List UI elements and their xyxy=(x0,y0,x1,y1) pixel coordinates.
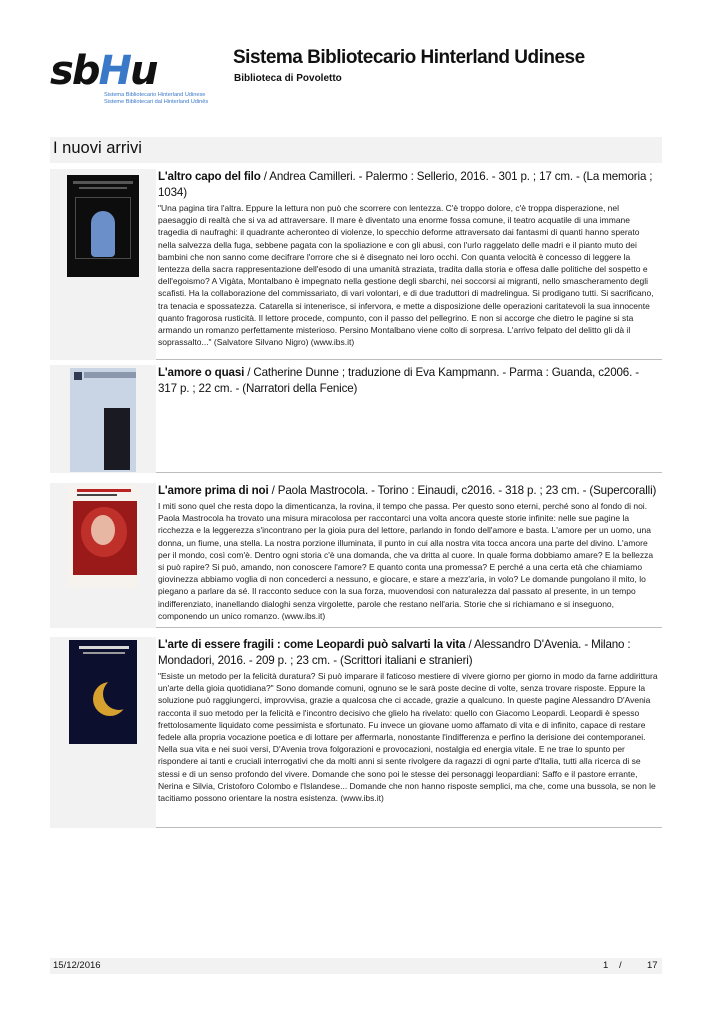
logo-caption xyxy=(104,92,208,106)
record-text xyxy=(158,483,658,622)
record-description: I miti sono quel che resta dopo la dimenticanza, la rovina, il tempo che passa. Per questo sono eterni, perché sono al fondo di noi. Paola Mastrocola ha trovato una misura miracolosa per raccontarci una volta ancora queste storie infinite: nelle sue pagine la ricchezza e la leggerezza s'incontrano per la gioia pura del lettore, parlando in fondo dell'amore e basta. L'amore per un uomo, una donna, un fiume, una stella. La nostra porzione illuminata, il punto in cui alla nostra vita tocca ancora una parte del divino. L'amore per il mondo, così com'è. Dentro ogni storia c'è una domanda, che va dritta al cuore. In quale forma dobbiamo amare? E la bellezza si può rapire? Si può, amando, non conoscere l'amore? E quanto conta una promessa? E perché a una certa età che chiamiamo giovinezza abbiamo voglia di non concederci a nessuno, e giocare, e stare a mezz'aria, in volo? Le domande pungolano il mito, lo piegano a parlare da sé. Il racconto seduce con la sua forza, muovendosi con naturalezza dal passato al presente, in un tempo indifferenziato, inanellando dialoghi senza virgolette, parole che restano nell'aria. Storie che si richiamano e si inseguono, componendo un unico romanzo. (www.ibs.it) xyxy=(158,501,654,621)
page-title: Sistema Bibliotecario Hinterland Udinese xyxy=(233,47,585,68)
record-heading xyxy=(158,169,658,201)
record-title[interactable]: L'amore o quasi xyxy=(158,366,245,379)
page-separator: / xyxy=(619,960,622,971)
print-date: 15/12/2016 xyxy=(53,960,101,971)
record-text xyxy=(158,637,658,804)
logo-caption-line-2: Sisteme Bibliotecari dal Hinterland Udinês xyxy=(104,99,209,105)
section-title: I nuovi arrivi xyxy=(53,139,142,157)
record-text xyxy=(158,365,658,397)
record-description: "Esiste un metodo per la felicità duratura? Si può imparare il faticoso mestiere di vivere giorno per giorno in modo da farne addirittura un'arte della gioia quotidiana?" Sono domande comuni, ognuno se le sarà poste decine di volte, senza trovare risposte. Eppure la soluzione può raggiungerci, improvvisa, grazie a qualcosa che ci accade, grazie a qualcuno. In queste pagine Alessandro D'Avenia racconta il suo metodo per la felicità e l'incontro decisivo che glielo ha rivelato: quello con Giacomo Leopardi. Leopardi è spesso frettolosamente liquidato come pessimista e sfortunato. Fu invece un giovane uomo affamato di vita e di infinito, capace di restare fedele alla propria vocazione poetica e di lottare per affermarla, nonostante l'indifferenza e perfino la derisione dei contemporanei. Nella sua vita e nei suoi versi, D'Avenia trova folgorazioni e provocazioni, nostalgia ed energia vitale. E ne trae lo spunto per rispondere ai tanti e cruciali interrogativi che da molti anni si sente rivolgere da ragazzi di ogni parte d'Italia, tutti alla ricerca di se stessi e di un senso profondo del vivere. Domande che sono poi le stesse dei personaggi leopardiani: Saffo e il pastore errante, Nerina e Silvia, Cristoforo Colombo e l'Islandese... Domande che non hanno risposte semplici, ma che, come una bussola, se non le tacitiamo possono orientare la nostra esistenza. (www.ibs.it) xyxy=(158,671,658,804)
record-details: / Catherine Dunne ; traduzione di Eva Kampmann. - Parma : Guanda, c2006. - 317 p. ; 22 cm. - (Narratori della Fenice) xyxy=(158,366,639,395)
section-header xyxy=(50,137,662,163)
sbhu-logo xyxy=(50,48,235,112)
record-details: / Alessandro D'Avenia. - Milano : Mondadori, 2016. - 209 p. ; 23 cm. - (Scrittori italiani e stranieri) xyxy=(158,638,631,667)
book-cover-image[interactable] xyxy=(70,368,136,472)
record-text xyxy=(158,169,658,348)
book-cover-image[interactable] xyxy=(67,485,139,588)
book-cover-image[interactable] xyxy=(69,640,137,744)
record-details: / Paola Mastrocola. - Torino : Einaudi, c2016. - 318 p. ; 23 cm. - (Supercoralli) xyxy=(268,484,657,497)
record-item xyxy=(50,637,662,828)
record-details: / Andrea Camilleri. - Palermo : Sellerio, 2016. - 301 p. ; 17 cm. - (La memoria ; 1034) xyxy=(158,170,653,199)
record-heading xyxy=(158,637,658,669)
record-title[interactable]: L'altro capo del filo xyxy=(158,170,261,183)
logo-mark xyxy=(50,48,157,94)
record-description: "Una pagina tira l'altra. Eppure la lettura non può che scorrere con lentezza. C'è troppo dolore, c'è troppa disperazione, nel paesaggio di realtà che si va ad attraversare. Il mare è diventato una enorme fossa comune, il teatro acquatile di una immane tragedia di naufraghi: il quadrante acheronteo di violenze, lo specchio deforme attraversato dai fantasmi di quanti hanno sperato nella salvezza della fuga, sebbene pagata con la spoliazione e con gli abusi, con l'urlo raggelato delle madri e il pianto muto dei bambini che non sanno come decifrare l'orrore che si è disegnato nei loro occhi. Con quanta velocità è concesso di leggere la lentezza della sacra rappresentazione dell'esodo di una umanità straziata, tradita dalla storia e offesa dalle politiche del sospetto e dell'egoismo? A Vigàta, Montalbano è impegnato nella gestione degli sbarchi, nei soccorsi ai migranti, nello smascheramento degli scafisti. Ha la collaborazione del commissariato, di vari volontari, e di due traduttori di madrelingua. Si prodigano tutti. Si sacrificano, tra tenacia e spossatezza. Catarella si intenerisce, si infervora, e mette a disposizione delle operazioni caritatevoli la sua innocente quanto fragorosa rusticità. Il lettore procede, compunto, con il passo del pellegrino. E non si accorge che dietro le pagine si sta armando un romanzo perfettamente misterioso. Persino Montalbano viene colto di sorpresa. L'arrivo felpato del delitto gli dà il soprassalto..." (Salvatore Silvano Nigro) (www.ibs.it) xyxy=(158,203,654,348)
page-footer xyxy=(50,958,662,974)
record-item xyxy=(50,169,662,360)
record-heading xyxy=(158,483,658,499)
record-heading xyxy=(158,365,658,397)
book-cover-image[interactable] xyxy=(67,175,139,277)
record-title[interactable]: L'amore prima di noi xyxy=(158,484,269,497)
logo-caption-line-1: Sistema Bibliotecario Hinterland Udinese xyxy=(104,92,206,98)
page-total: 17 xyxy=(647,960,658,971)
logo-letters: sbHu xyxy=(50,48,157,94)
record-title[interactable]: L'arte di essere fragili : come Leopardi può salvarti la vita xyxy=(158,638,466,651)
record-item xyxy=(50,483,662,628)
library-name: Biblioteca di Povoletto xyxy=(234,73,342,84)
record-item xyxy=(50,365,662,473)
page-number: 1 xyxy=(603,960,609,971)
